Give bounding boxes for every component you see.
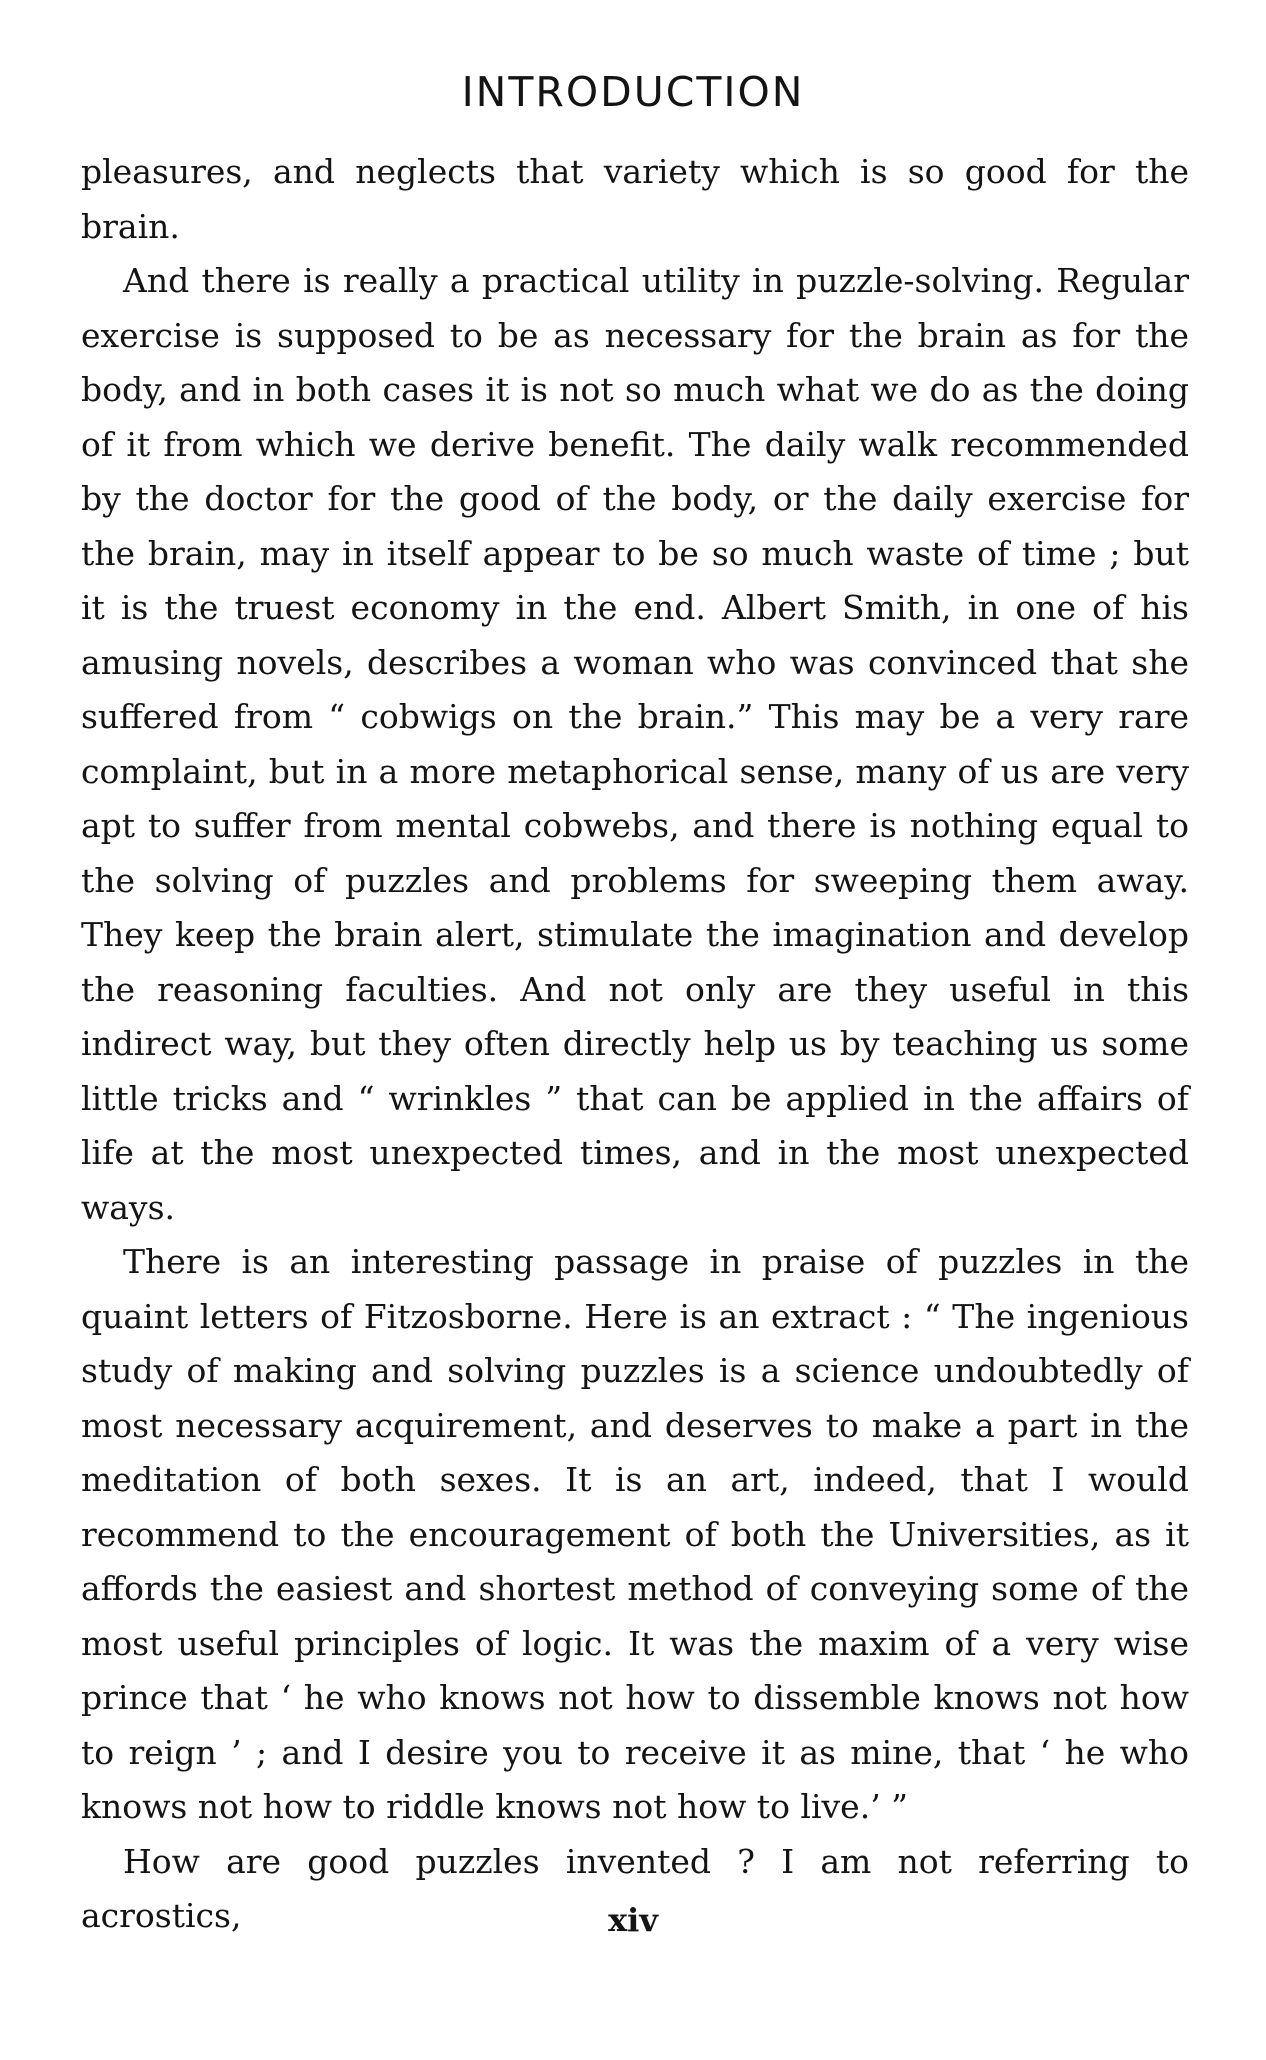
running-head: INTRODUCTION: [461, 68, 805, 116]
paragraph-puzzles-invented: How are good puzzles invented ? I am not referring to acrostics,: [81, 1841, 1189, 1935]
page-number: xiv: [608, 1901, 658, 1939]
paragraph-practical-utility: And there is really a practical utility in puzzle-solving. Regular exercise is supposed to be as necessary for the brain as for the body, and in both cases it is not so much what we do as the doing of it from which we derive benefit. The daily walk recommended by the doctor for the good of the body, or the daily exercise for the brain, may in itself appear to be so much waste of time ; but it is the truest economy in the end. Albert Smith, in one of his amusing novels, describes a woman who was convinced that she suffered from “ cobwigs on the brain.” This may be a very rare complaint, but in a more metaphorical sense, many of us are very apt to suffer from mental cobwebs, and there is nothing equal to the solving of puzzles and problems for sweeping them away. They keep the brain alert, stimulate the imagination and develop the reasoning faculties. And not only are they useful in this indirect way, but they often directly help us by teaching us some little tricks and “ wrinkles ” that can be applied in the affairs of life at the most unexpected times, and in the most unexpected ways.: [81, 261, 1189, 1227]
paragraph-continuation: pleasures, and neglects that variety which is so good for the brain.: [81, 152, 1189, 246]
body-text: [81, 145, 1189, 1944]
paragraph-fitzosborne: There is an interesting passage in praise of puzzles in the quaint letters of Fitzosborne. Here is an extract : “ The ingenious study of making and solving puzzles is a science undoubtedly of most necessary acquirement, and deserves to make a part in the meditation of both sexes. It is an art, indeed, that I would recommend to the encouragement of both the Universities, as it affords the easiest and shortest method of conveying some of the most useful principles of logic. It was the maxim of a very wise prince that ‘ he who knows not how to dissemble knows not how to reign ’ ; and I desire you to receive it as mine, that ‘ he who knows not how to riddle knows not how to live.’ ”: [81, 1242, 1189, 1826]
